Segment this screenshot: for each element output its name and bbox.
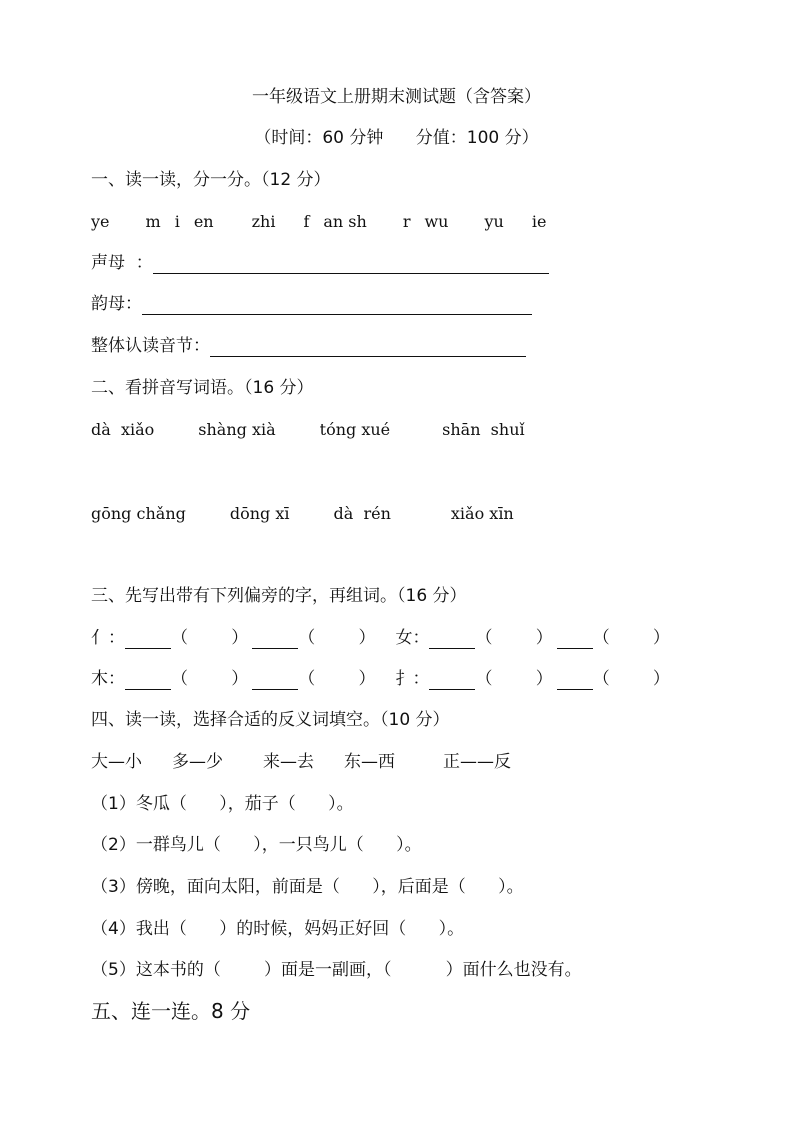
question-item: （3）傍晚，面向太阳，前面是（ ），后面是（ ）。 (91, 877, 524, 897)
word-paren: （ ） (592, 628, 670, 648)
zhengti-blank[interactable] (210, 340, 526, 357)
yunmu-row (91, 293, 532, 315)
radical-row (91, 627, 670, 649)
radical-label: 扌： (395, 669, 430, 689)
antonym-pair: 东—西 (344, 752, 395, 772)
word-paren: （ ） (298, 628, 376, 648)
section3-heading: 三、先写出带有下列偏旁的字，再组词。（16 分） (91, 586, 467, 606)
char-blank[interactable] (252, 632, 298, 649)
section1-heading: 一、读一读，分一分。（12 分） (91, 170, 331, 190)
char-blank[interactable] (429, 632, 475, 649)
char-blank[interactable] (252, 673, 298, 690)
page-subtitle: （时间：60 分钟 分值：100 分） (254, 128, 539, 148)
pinyin-word: dà xiǎo (91, 420, 155, 439)
radical-label: 女： (395, 628, 430, 648)
char-blank[interactable] (125, 632, 171, 649)
word-paren: （ ） (592, 669, 670, 689)
shengmu-row (91, 252, 549, 274)
yunmu-label: 韵母： (91, 294, 142, 314)
section2-row2 (91, 503, 514, 525)
antonym-pairs (91, 751, 511, 773)
question-item: （4）我出（ ）的时候，妈妈正好回（ ）。 (91, 919, 465, 939)
pinyin-item: i (174, 212, 180, 231)
pinyin-word: dōng xī (229, 504, 290, 523)
shengmu-blank[interactable] (153, 257, 549, 274)
section1-pinyin (91, 211, 546, 233)
pinyin-item: yu (484, 212, 504, 231)
pinyin-item: ie (531, 212, 547, 231)
zhengti-row (91, 335, 526, 357)
pinyin-item: en (193, 212, 214, 231)
pinyin-item: m (145, 212, 161, 231)
pinyin-word: shān shuǐ (442, 420, 525, 439)
yunmu-blank[interactable] (142, 298, 532, 315)
antonym-pair: 来—去 (263, 752, 314, 772)
radical-label: 木： (91, 669, 125, 689)
pinyin-word: dà rén (333, 504, 391, 523)
radical-row (91, 668, 670, 690)
antonym-pair: 多—少 (172, 752, 223, 772)
word-paren: （ ） (171, 628, 249, 648)
section5-heading: 五、连一连。8 分 (91, 999, 251, 1023)
pinyin-word: gōng chǎng (91, 504, 186, 523)
pinyin-word: shàng xià (198, 420, 276, 439)
pinyin-item: f (303, 212, 310, 231)
word-paren: （ ） (475, 628, 553, 648)
zhengti-label: 整体认读音节： (91, 336, 210, 356)
pinyin-item: r (402, 212, 411, 231)
antonym-pair: 大—小 (91, 752, 142, 772)
word-paren: （ ） (475, 669, 553, 689)
pinyin-word: xiǎo xīn (450, 504, 514, 523)
pinyin-item: an sh (323, 212, 367, 231)
radical-label: 亻： (91, 628, 125, 648)
pinyin-item: zhi (251, 212, 276, 231)
question-item: （2）一群鸟儿（ ），一只鸟儿（ ）。 (91, 835, 422, 855)
char-blank[interactable] (429, 673, 475, 690)
question-item: （5）这本书的（ ）面是一副画，（ ）面什么也没有。 (91, 960, 582, 980)
word-paren: （ ） (171, 669, 249, 689)
shengmu-label: 声母 ： (91, 253, 153, 273)
question-item: （1）冬瓜（ ），茄子（ ）。 (91, 794, 354, 814)
section4-heading: 四、读一读，选择合适的反义词填空。（10 分） (91, 710, 450, 730)
pinyin-item: wu (424, 212, 449, 231)
pinyin-item: ye (91, 212, 110, 231)
char-blank[interactable] (125, 673, 171, 690)
antonym-pair: 正——反 (443, 752, 511, 772)
char-blank[interactable] (557, 632, 593, 649)
char-blank[interactable] (557, 673, 593, 690)
page-title: 一年级语文上册期末测试题（含答案） (252, 87, 541, 107)
word-paren: （ ） (298, 669, 376, 689)
section2-heading: 二、看拼音写词语。（16 分） (91, 378, 314, 398)
pinyin-word: tóng xué (319, 420, 391, 439)
section2-row1 (91, 419, 525, 441)
